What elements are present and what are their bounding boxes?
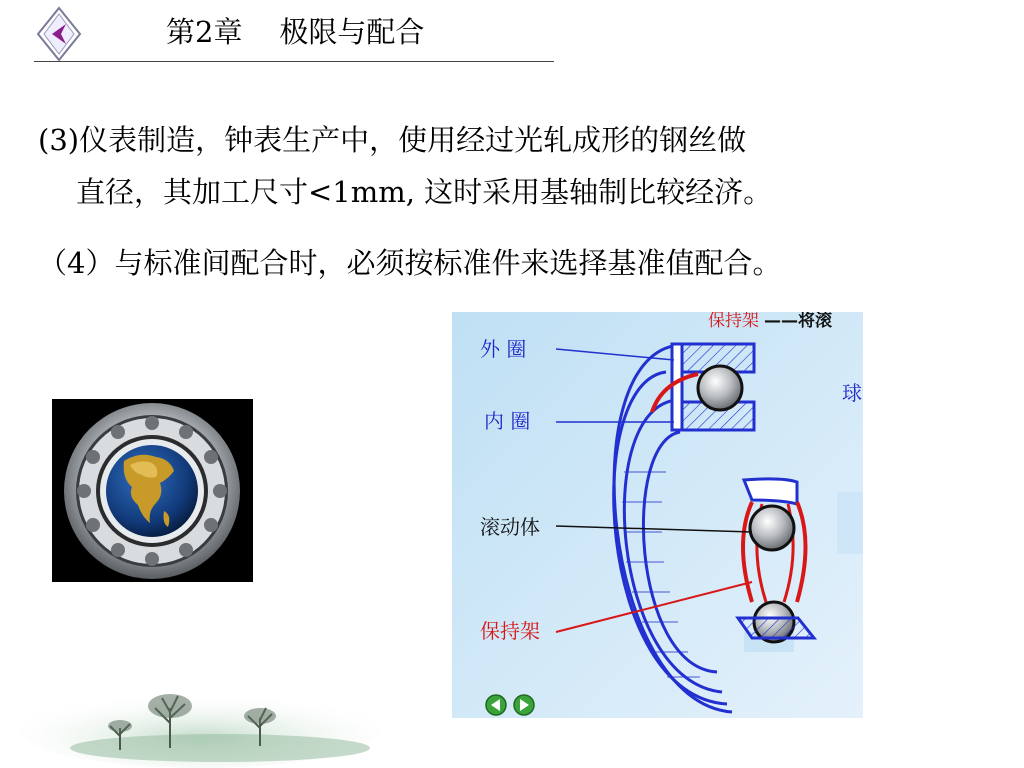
page-title <box>166 14 424 50</box>
top-note-red: 保持架 <box>708 312 759 331</box>
top-note-black: ——将滚 <box>764 312 832 331</box>
cage-label: 保持架 <box>480 619 540 643</box>
chapter-logo-icon <box>36 6 82 62</box>
tree-landscape-decoration <box>20 668 400 768</box>
inner-ring-label: 内 圈 <box>484 409 531 433</box>
side-note: 球 <box>842 381 862 405</box>
item4-text: （4）与标准间配合时，必须按标准件来选择基准值配合。 <box>38 246 782 280</box>
outer-ring-label: 外 圈 <box>480 337 527 361</box>
item3-line2: 直径，其加工尺寸<1mm, 这时采用基轴制比较经济。 <box>76 175 773 209</box>
globe-bearing-image <box>52 399 253 582</box>
header-divider <box>34 61 554 62</box>
bearing-diagram <box>452 312 863 718</box>
item3-line1: (3)仪表制造，钟表生产中，使用经过光轧成形的钢丝做 <box>38 123 747 157</box>
chapter-title: 极限与配合 <box>279 15 425 49</box>
chapter-number: 第2章 <box>166 15 243 49</box>
rolling-body-label: 滚动体 <box>480 515 540 539</box>
next-button[interactable] <box>514 695 534 715</box>
prev-button[interactable] <box>486 695 506 715</box>
